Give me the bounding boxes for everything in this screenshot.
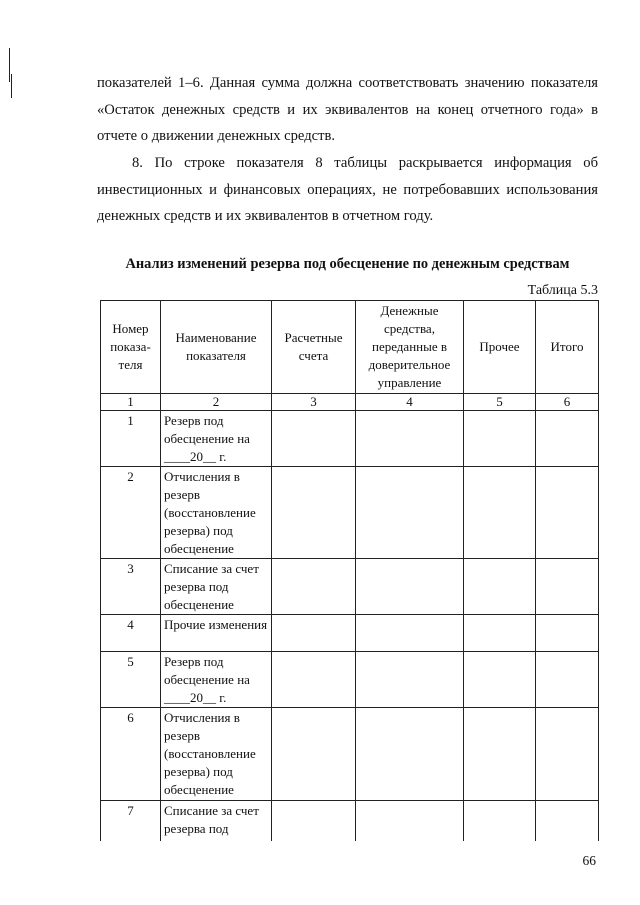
header-cell: Номер показа-теля xyxy=(101,301,161,394)
row-name: Списание за счет резерва под xyxy=(161,801,272,841)
column-number: 3 xyxy=(272,394,356,411)
table-row xyxy=(101,708,599,801)
table-title: Анализ изменений резерва под обесценение по денежным средствам xyxy=(125,256,570,272)
row-name: Резерв под обесценение на ____20__ г. xyxy=(161,652,272,708)
value-cell xyxy=(356,411,464,467)
value-cell xyxy=(464,411,536,467)
header-cell: Наименование показателя xyxy=(161,301,272,394)
header-cell: Прочее xyxy=(464,301,536,394)
value-cell xyxy=(536,708,599,801)
value-cell xyxy=(536,467,599,559)
value-cell xyxy=(536,652,599,708)
table-number: Таблица 5.3 xyxy=(527,283,598,298)
value-cell xyxy=(356,559,464,615)
value-cell xyxy=(272,801,356,841)
value-cell xyxy=(356,652,464,708)
value-cell xyxy=(464,708,536,801)
value-cell xyxy=(272,467,356,559)
column-number: 5 xyxy=(464,394,536,411)
table-header-row xyxy=(101,301,599,394)
row-number: 5 xyxy=(101,652,161,708)
value-cell xyxy=(536,411,599,467)
value-cell xyxy=(464,615,536,652)
value-cell xyxy=(536,615,599,652)
row-number: 1 xyxy=(101,411,161,467)
value-cell xyxy=(536,801,599,841)
row-number: 6 xyxy=(101,708,161,801)
value-cell xyxy=(272,411,356,467)
column-number: 1 xyxy=(101,394,161,411)
page-number: 66 xyxy=(582,853,596,868)
value-cell xyxy=(536,559,599,615)
reserve-table xyxy=(100,300,599,841)
row-number: 2 xyxy=(101,467,161,559)
value-cell xyxy=(272,615,356,652)
row-name: Списание за счет резерва под обесценение xyxy=(161,559,272,615)
margin-mark xyxy=(9,48,10,82)
row-name: Отчисления в резерв (восстановление резерва) под обесценение xyxy=(161,708,272,801)
header-cell: Денежные средства, переданные в доверительное управление xyxy=(356,301,464,394)
table-row xyxy=(101,615,599,652)
row-number: 3 xyxy=(101,559,161,615)
value-cell xyxy=(356,801,464,841)
value-cell xyxy=(464,652,536,708)
table-row xyxy=(101,652,599,708)
value-cell xyxy=(464,801,536,841)
table-row xyxy=(101,801,599,841)
row-name: Резерв под обесценение на ____20__ г. xyxy=(161,411,272,467)
paragraph-2: 8. По строке показателя 8 таблицы раскрывается информация об инвестиционных и финансовых операциях, не потребовавших использования денежных средств и их эквивалентов в отчетном году. xyxy=(97,155,598,224)
column-number: 2 xyxy=(161,394,272,411)
column-number: 4 xyxy=(356,394,464,411)
value-cell xyxy=(356,708,464,801)
row-number: 7 xyxy=(101,801,161,841)
row-name: Отчисления в резерв (восстановление резерва) под обесценение xyxy=(161,467,272,559)
table-row xyxy=(101,559,599,615)
paragraph-1: показателей 1–6. Данная сумма должна соответствовать значению показателя «Остаток денежных средств и их эквивалентов на конец отчетного года» в отчете о движении денежных средств. xyxy=(97,75,598,144)
value-cell xyxy=(464,559,536,615)
value-cell xyxy=(272,652,356,708)
value-cell xyxy=(356,615,464,652)
value-cell xyxy=(356,467,464,559)
column-number: 6 xyxy=(536,394,599,411)
margin-mark xyxy=(11,74,12,98)
header-cell: Итого xyxy=(536,301,599,394)
table-row xyxy=(101,467,599,559)
row-number: 4 xyxy=(101,615,161,652)
row-name: Прочие изменения xyxy=(161,615,272,652)
value-cell xyxy=(272,559,356,615)
value-cell xyxy=(272,708,356,801)
table-row xyxy=(101,411,599,467)
value-cell xyxy=(464,467,536,559)
column-number-row xyxy=(101,394,599,411)
header-cell: Расчетные счета xyxy=(272,301,356,394)
